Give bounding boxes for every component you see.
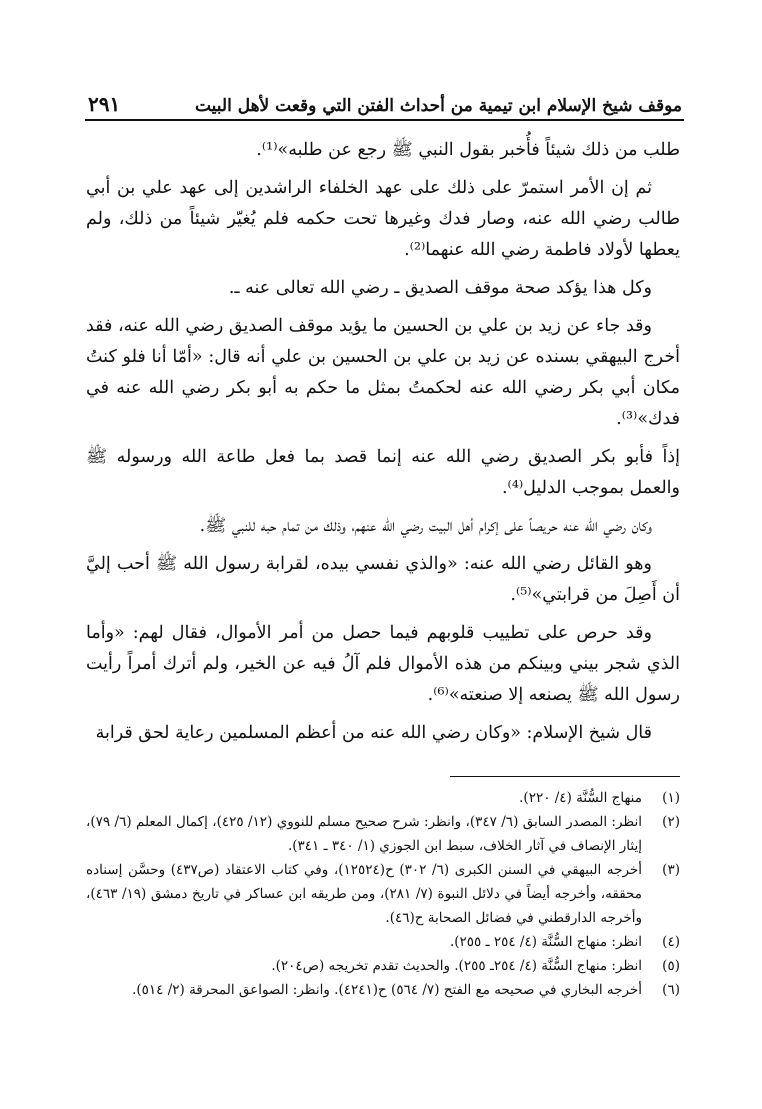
paragraph: قال شيخ الإسلام: «وكان رضي الله عنه من أعظم المسلمين رعاية لحق قرابة: [95, 723, 652, 743]
footnote: [86, 786, 680, 810]
page-number: ٢٩١: [88, 92, 121, 116]
paragraph: وهو القائل رضي الله عنه: «والذي نفسي بيده، لقرابة رسول الله ﷺ أحب إليَّ أن أَصِلَ من قرابتي»⁽⁵⁾.: [86, 554, 680, 605]
footnote-number: (٢): [662, 814, 680, 830]
footnote: [86, 978, 680, 1002]
paragraph: وقد جاء عن زيد بن علي بن الحسين ما يؤيد موقف الصديق رضي الله عنه، فقد أخرج البيهقي بسنده عن زيد بن علي بن الحسين بن علي أنه قال: «أمّا أنا فلو كنتُ مكان أبي بكر رضي الله عنه لحكمتُ بمثل ما حكم به أبو بكر رضي الله عنه في فدك»⁽³⁾.: [86, 316, 680, 429]
main-text: [86, 135, 680, 756]
footnote-number: (٥): [662, 958, 680, 974]
footnote: [86, 954, 680, 978]
footnote-text: منهاج السُّنَّة (٤/ ٢٢٠).: [519, 790, 642, 806]
paragraph: ثم إن الأمر استمرّ على ذلك على عهد الخلفاء الراشدين إلى عهد علي بن أبي طالب رضي الله عنه، وصار فدك وغيرها تحت حكمه فلم يُغيّر شيئاً من ذلك، ولم يعطها لأولاد فاطمة رضي الله عنهما⁽²⁾.: [86, 178, 680, 260]
paragraph: طلب من ذلك شيئاً فأُخبر بقول النبي ﷺ رجع عن طلبه»⁽¹⁾.: [256, 140, 680, 160]
footnote-separator: [450, 776, 680, 777]
footnote: [86, 930, 680, 954]
header-rule: [85, 119, 684, 121]
footnote-number: (٣): [662, 862, 680, 878]
paragraph: وكل هذا يؤكد صحة موقف الصديق ـ رضي الله تعالى عنه ـ.: [228, 278, 652, 298]
footnotes: [86, 786, 680, 1002]
footnote: [86, 810, 680, 858]
footnote-text: انظر: المصدر السابق (٦/ ٣٤٧)، وانظر: شرح صحيح مسلم للنووي (١٢/ ٤٢٥)، إكمال المعلم (٦/ ٧٩)، إيثار الإنصاف في آثار الخلاف، سبط ابن الجوزي (١/ ٣٤٠ ـ ٣٤١).: [86, 814, 643, 854]
running-title: موقف شيخ الإسلام ابن تيمية من أحداث الفتن التي وقعت لأهل البيت: [194, 96, 682, 116]
footnote: [86, 858, 680, 930]
paragraph: وكان رضي الله عنه حريصاً على إكرام أهل البيت رضي الله عنهم، وذلك من تمام حبه للنبي ﷺ.: [199, 516, 652, 536]
paragraph: إذاً فأبو بكر الصديق رضي الله عنه إنما قصد بما فعل طاعة الله ورسوله ﷺ والعمل بموجب الدليل⁽⁴⁾.: [86, 447, 680, 498]
footnote-number: (١): [662, 790, 680, 806]
paragraph: وقد حرص على تطييب قلوبهم فيما حصل من أمر الأموال، فقال لهم: «وأما الذي شجر بيني وبينكم من هذه الأموال فلم آلُ فيه عن الخير، ولم أترك أمراً رأيت رسول الله ﷺ يصنعه إلا صنعته»⁽⁶⁾.: [86, 623, 680, 705]
footnote-text: أخرجه البخاري في صحيحه مع الفتح (٧/ ٥٦٤) ح(٤٢٤١). وانظر: الصواعق المحرقة (٢/ ٥١٤).: [132, 982, 642, 998]
running-header: [88, 86, 682, 116]
footnote-text: انظر: منهاج السُّنَّة (٤/ ٢٥٤ ـ ٢٥٥).: [449, 934, 642, 950]
footnote-number: (٦): [662, 982, 680, 998]
footnote-number: (٤): [662, 934, 680, 950]
footnote-text: انظر: منهاج السُّنَّة (٤/ ٢٥٤ـ ٢٥٥). والحديث تقدم تخريجه (ص٢٠٤).: [271, 958, 642, 974]
footnote-text: أخرجه البيهقي في السنن الكبرى (٦/ ٣٠٢) ح(١٢٥٢٤)، وفي كتاب الاعتقاد (ص٤٣٧) وحسَّن إسناده محققه، وأخرجه أيضاً في دلائل النبوة (٧/ ٢٨١)، ومن طريقه ابن عساكر في تاريخ دمشق (١٩/ ٤٦٣)، وأخرجه الدارقطني في فضائل الصحابة ح(٤٦).: [86, 862, 642, 926]
